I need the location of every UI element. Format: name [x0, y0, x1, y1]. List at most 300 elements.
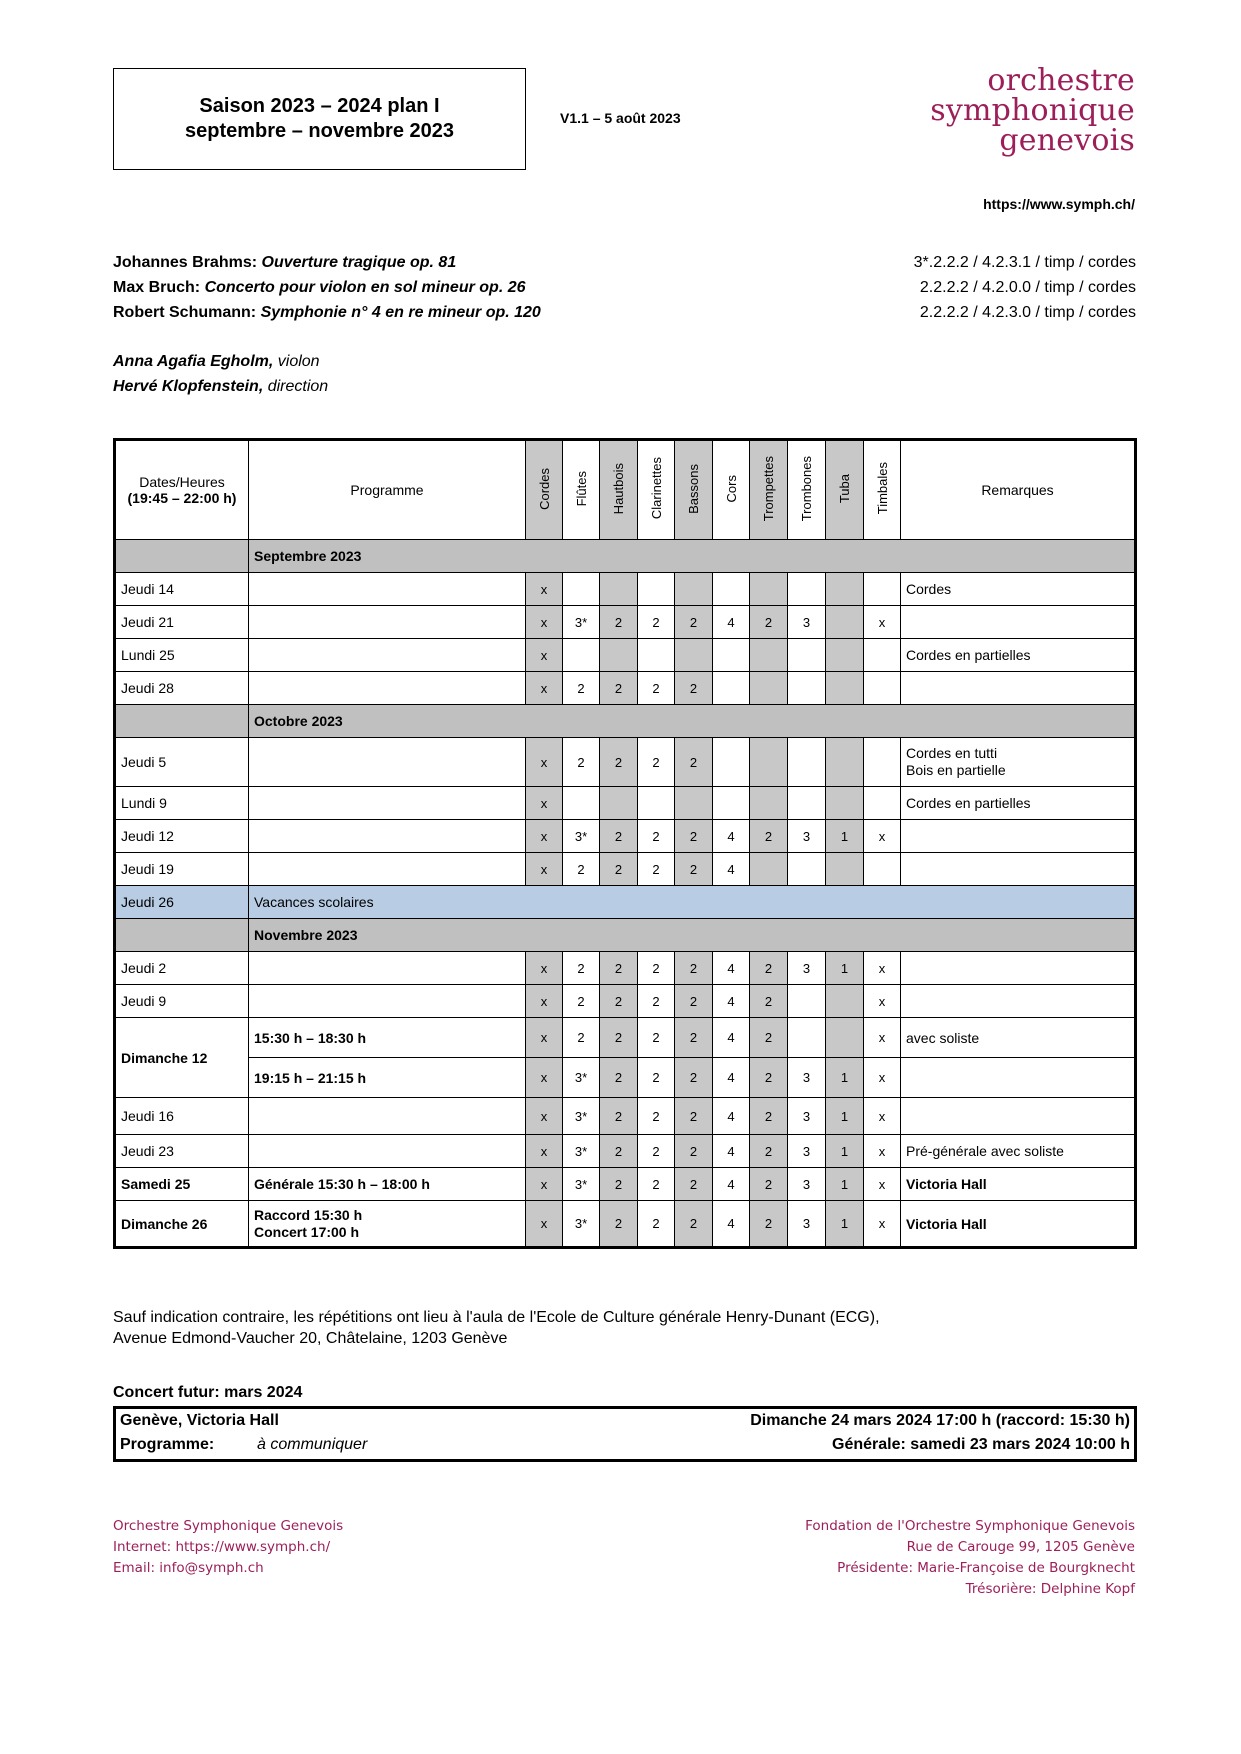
instrument-count: 2: [675, 952, 713, 985]
instrument-count: [826, 672, 864, 705]
logo-line: symphonique: [930, 93, 1135, 128]
instrument-count: [638, 787, 675, 820]
row-remarques: Pré-générale avec soliste: [901, 1135, 1136, 1168]
row-remarques: [901, 606, 1136, 639]
performer: [113, 349, 328, 374]
row-programme: [249, 573, 526, 606]
instrument-count: 4: [713, 1168, 750, 1201]
future-programme-label: Programme:: [120, 1436, 215, 1453]
instrument-count: [713, 738, 750, 787]
future-programme-value: à communiquer: [257, 1436, 368, 1453]
version-label: V1.1 – 5 août 2023: [560, 110, 681, 126]
instrument-count: 2: [638, 1018, 675, 1058]
instrument-count: 2: [600, 1201, 638, 1248]
performer: [113, 374, 328, 399]
instrument-count: 2: [675, 1135, 713, 1168]
instrument-count: x: [526, 820, 563, 853]
instrument-count: x: [526, 1135, 563, 1168]
footer-line: Orchestre Symphonique Genevois: [113, 1518, 344, 1534]
instrument-count: 2: [600, 738, 638, 787]
row-date: Jeudi 26: [115, 886, 249, 919]
future-generale: Générale: samedi 23 mars 2024 10:00 h: [832, 1436, 1130, 1453]
row-programme: [249, 952, 526, 985]
instrument-count: [563, 639, 600, 672]
instrument-count: x: [864, 1135, 901, 1168]
instrument-count: x: [864, 1058, 901, 1098]
row-remarques: Cordes en partielles: [901, 639, 1136, 672]
instrument-label: Hautbois: [611, 462, 626, 515]
work-composer: Johannes Brahms:: [113, 254, 258, 271]
instrument-count: x: [526, 738, 563, 787]
instrument-count: x: [526, 1201, 563, 1248]
instrument-label: Flûtes: [573, 470, 589, 507]
instrument-count: 2: [638, 1058, 675, 1098]
instrument-count: 3*: [563, 820, 600, 853]
instrument-count: 2: [563, 738, 600, 787]
instrument-label: Cors: [723, 474, 739, 503]
instrument-count: x: [526, 639, 563, 672]
work-title: Ouverture tragique op. 81: [261, 254, 457, 271]
instrument-count: x: [526, 985, 563, 1018]
instrument-count: 2: [675, 1098, 713, 1135]
future-line: [120, 1409, 1130, 1433]
instrument-count: 3*: [563, 1098, 600, 1135]
instrument-count: 2: [675, 1018, 713, 1058]
row-date: Samedi 25: [115, 1168, 249, 1201]
work-item: [113, 300, 1136, 325]
row-remarques: [901, 985, 1136, 1018]
instrument-count: [675, 639, 713, 672]
instrument-count: 3*: [563, 1135, 600, 1168]
instrument-count: 2: [675, 1168, 713, 1201]
instrument-count: x: [864, 606, 901, 639]
instrument-count: [750, 853, 788, 886]
instrument-count: [600, 787, 638, 820]
instrument-count: x: [864, 1018, 901, 1058]
performer-name: Hervé Klopfenstein,: [113, 378, 264, 395]
row-date: Jeudi 14: [115, 573, 249, 606]
col-dates-label: Dates/Heures: [139, 474, 225, 490]
instrument-count: 4: [713, 1098, 750, 1135]
instrument-count: 3*: [563, 1058, 600, 1098]
instrument-count: 3: [788, 1135, 826, 1168]
instrument-count: [826, 573, 864, 606]
row-date: Jeudi 16: [115, 1098, 249, 1135]
instrument-count: 3: [788, 1168, 826, 1201]
col-instrument: [826, 440, 864, 540]
instrument-count: x: [864, 1168, 901, 1201]
row-date: Jeudi 21: [115, 606, 249, 639]
instrument-count: 2: [675, 820, 713, 853]
month-label: Septembre 2023: [249, 540, 1136, 573]
col-instrument: [675, 440, 713, 540]
instrument-label: Bassons: [686, 463, 701, 514]
instrument-count: 2: [750, 1135, 788, 1168]
instrument-count: [788, 573, 826, 606]
instrument-count: 2: [638, 738, 675, 787]
instrument-count: 4: [713, 1201, 750, 1248]
instrument-count: [600, 573, 638, 606]
row-programme: [249, 787, 526, 820]
instrument-count: 2: [638, 985, 675, 1018]
venue-note-line: Avenue Edmond-Vaucher 20, Châtelaine, 1203 Genève: [113, 1330, 508, 1347]
instrument-count: [826, 787, 864, 820]
row-remarques: [901, 853, 1136, 886]
table-row: [115, 738, 1136, 787]
footer-line[interactable]: Email: info@symph.ch: [113, 1560, 264, 1576]
instrument-count: 2: [638, 1201, 675, 1248]
instrument-count: 2: [675, 985, 713, 1018]
instrument-count: 2: [675, 1201, 713, 1248]
instrument-count: 4: [713, 1018, 750, 1058]
instrument-count: x: [864, 1201, 901, 1248]
instrument-count: [788, 672, 826, 705]
footer-foundation: [805, 1516, 1135, 1600]
row-programme: [249, 1201, 526, 1248]
work-scoring: 2.2.2.2 / 4.2.3.0 / timp / cordes: [919, 304, 1136, 321]
col-programme: Programme: [249, 440, 526, 540]
col-instrument: [600, 440, 638, 540]
col-instrument: [788, 440, 826, 540]
instrument-count: 1: [826, 952, 864, 985]
instrument-count: 2: [600, 952, 638, 985]
instrument-count: [713, 672, 750, 705]
work-scoring: 3*.2.2.2 / 4.2.3.1 / timp / cordes: [913, 254, 1136, 271]
instrument-count: 2: [563, 985, 600, 1018]
work-title: Concerto pour violon en sol mineur op. 26: [204, 279, 526, 296]
instrument-count: 4: [713, 985, 750, 1018]
row-programme: [249, 738, 526, 787]
row-date: Dimanche 12: [115, 1018, 249, 1098]
instrument-count: [750, 639, 788, 672]
instrument-count: 3: [788, 606, 826, 639]
season-period: septembre – novembre 2023: [184, 120, 455, 142]
instrument-count: x: [864, 952, 901, 985]
row-date: Jeudi 23: [115, 1135, 249, 1168]
works-list: [113, 250, 1136, 325]
table-row: [115, 952, 1136, 985]
row-programme: [249, 820, 526, 853]
instrument-count: 3*: [563, 606, 600, 639]
instrument-count: x: [526, 787, 563, 820]
instrument-count: x: [526, 573, 563, 606]
row-remarques: Cordes: [901, 573, 1136, 606]
row-date: Jeudi 28: [115, 672, 249, 705]
instrument-label: Cordes: [536, 467, 552, 510]
row-date: Dimanche 26: [115, 1201, 249, 1248]
table-row: [115, 573, 1136, 606]
month-label: Octobre 2023: [249, 705, 1136, 738]
instrument-count: 1: [826, 820, 864, 853]
instrument-count: 2: [600, 1058, 638, 1098]
row-remarques: Cordes en partielles: [901, 787, 1136, 820]
month-row: [115, 919, 1136, 952]
instrument-count: 2: [563, 672, 600, 705]
instrument-count: 4: [713, 952, 750, 985]
footer-line: Fondation de l'Orchestre Symphonique Genevois: [805, 1518, 1135, 1534]
table-row: [115, 787, 1136, 820]
instrument-count: x: [526, 1168, 563, 1201]
instrument-count: [864, 639, 901, 672]
instrument-count: 2: [638, 853, 675, 886]
row-remarques: [901, 952, 1136, 985]
instrument-count: 2: [638, 1168, 675, 1201]
instrument-label: Timbales: [874, 462, 890, 515]
future-date: Dimanche 24 mars 2024 17:00 h (raccord: 15:30 h): [750, 1412, 1130, 1429]
work-item: [113, 250, 1136, 275]
row-date: Jeudi 12: [115, 820, 249, 853]
rehearsal-schedule-table: [113, 438, 1137, 1249]
row-programme: [249, 1135, 526, 1168]
row-programme: [249, 672, 526, 705]
instrument-count: 2: [675, 853, 713, 886]
instrument-count: [788, 639, 826, 672]
table-row: [115, 1098, 1136, 1135]
col-instrument: [713, 440, 750, 540]
table-row: [115, 1135, 1136, 1168]
month-row: [115, 705, 1136, 738]
instrument-count: [826, 985, 864, 1018]
table-header-row: [115, 440, 1136, 540]
instrument-count: 4: [713, 1135, 750, 1168]
instrument-count: [713, 639, 750, 672]
instrument-count: 2: [638, 1098, 675, 1135]
instrument-label: Trompettes: [761, 455, 776, 522]
instrument-count: [826, 606, 864, 639]
instrument-count: [713, 573, 750, 606]
osg-logo: [930, 63, 1135, 158]
performers: [113, 349, 328, 399]
instrument-count: 3: [788, 1098, 826, 1135]
instrument-label: Clarinettes: [648, 457, 664, 520]
instrument-count: 2: [750, 1098, 788, 1135]
footer-line: Rue de Carouge 99, 1205 Genève: [906, 1539, 1135, 1555]
instrument-count: 3: [788, 1058, 826, 1098]
instrument-count: [864, 787, 901, 820]
instrument-count: x: [526, 672, 563, 705]
work-scoring: 2.2.2.2 / 4.2.0.0 / timp / cordes: [919, 279, 1136, 296]
instrument-count: 2: [750, 820, 788, 853]
performer-role: direction: [267, 378, 329, 395]
instrument-count: [864, 738, 901, 787]
table-row: [115, 886, 1136, 919]
row-date: Jeudi 5: [115, 738, 249, 787]
row-programme: [249, 1098, 526, 1135]
instrument-count: [826, 738, 864, 787]
row-remarques: [901, 738, 1136, 787]
col-dates-hours: (19:45 – 22:00 h): [127, 490, 237, 506]
instrument-count: x: [526, 606, 563, 639]
instrument-count: x: [526, 1018, 563, 1058]
instrument-count: [675, 573, 713, 606]
instrument-count: 4: [713, 820, 750, 853]
instrument-count: 2: [600, 672, 638, 705]
month-row: [115, 540, 1136, 573]
table-row: [115, 1201, 1136, 1248]
instrument-count: 2: [750, 1201, 788, 1248]
row-remark-line: Cordes en tutti: [906, 745, 998, 761]
table-row: [115, 1058, 1136, 1098]
instrument-count: 2: [600, 1098, 638, 1135]
col-remarques: Remarques: [901, 440, 1136, 540]
row-remarques: [901, 672, 1136, 705]
instrument-count: [826, 1018, 864, 1058]
future-line: [120, 1433, 1130, 1457]
work-composer: Max Bruch:: [113, 279, 201, 296]
instrument-count: 2: [750, 952, 788, 985]
instrument-count: [675, 787, 713, 820]
footer-line: Trésorière: Delphine Kopf: [965, 1581, 1135, 1597]
future-venue: Genève, Victoria Hall: [120, 1412, 279, 1429]
instrument-count: [788, 853, 826, 886]
instrument-count: 1: [826, 1201, 864, 1248]
table-row: [115, 820, 1136, 853]
row-programme: 19:15 h – 21:15 h: [249, 1058, 526, 1098]
instrument-count: [750, 573, 788, 606]
instrument-count: 2: [675, 672, 713, 705]
instrument-count: 3: [788, 820, 826, 853]
row-programme: Vacances scolaires: [249, 886, 1136, 919]
instrument-count: 2: [600, 820, 638, 853]
instrument-count: [563, 573, 600, 606]
row-date: Jeudi 9: [115, 985, 249, 1018]
instrument-count: 3*: [563, 1201, 600, 1248]
row-remarques: avec soliste: [901, 1018, 1136, 1058]
work-title: Symphonie n° 4 en re mineur op. 120: [260, 304, 541, 321]
work-composer: Robert Schumann:: [113, 304, 257, 321]
instrument-count: x: [526, 952, 563, 985]
logo-line: genevois: [999, 123, 1135, 158]
row-remarques: [901, 1058, 1136, 1098]
instrument-count: 2: [675, 606, 713, 639]
instrument-count: 2: [563, 853, 600, 886]
col-instrument: [638, 440, 675, 540]
instrument-count: 2: [638, 952, 675, 985]
venue-note-line: Sauf indication contraire, les répétitions ont lieu à l'aula de l'Ecole de Culture générale Henry-Dunant (ECG),: [113, 1309, 880, 1326]
instrument-count: x: [864, 985, 901, 1018]
col-instrument: [750, 440, 788, 540]
instrument-count: [826, 639, 864, 672]
instrument-count: 2: [600, 606, 638, 639]
instrument-count: 1: [826, 1135, 864, 1168]
instrument-count: 1: [826, 1058, 864, 1098]
instrument-count: 2: [638, 606, 675, 639]
instrument-count: [713, 787, 750, 820]
row-remarques: Victoria Hall: [901, 1201, 1136, 1248]
instrument-count: x: [864, 1098, 901, 1135]
instrument-count: [788, 1018, 826, 1058]
instrument-count: 2: [750, 1168, 788, 1201]
footer-contact: [113, 1516, 343, 1579]
col-instrument: [563, 440, 600, 540]
row-programme: Générale 15:30 h – 18:00 h: [249, 1168, 526, 1201]
col-dates: [115, 440, 249, 540]
row-date: Lundi 25: [115, 639, 249, 672]
instrument-count: 2: [675, 1058, 713, 1098]
instrument-count: 2: [750, 606, 788, 639]
row-programme: 15:30 h – 18:30 h: [249, 1018, 526, 1058]
instrument-count: 3*: [563, 1168, 600, 1201]
instrument-label: Trombones: [799, 455, 814, 522]
instrument-count: [864, 672, 901, 705]
instrument-count: 1: [826, 1168, 864, 1201]
instrument-count: [750, 787, 788, 820]
instrument-count: 2: [600, 985, 638, 1018]
row-programme: [249, 985, 526, 1018]
instrument-count: [750, 738, 788, 787]
instrument-count: 4: [713, 1058, 750, 1098]
table-row: [115, 639, 1136, 672]
instrument-count: 3: [788, 952, 826, 985]
instrument-count: 2: [600, 1018, 638, 1058]
instrument-count: [750, 672, 788, 705]
row-programme: [249, 606, 526, 639]
work-item: [113, 275, 1136, 300]
website-url[interactable]: https://www.symph.ch/: [983, 196, 1135, 212]
future-concert-title: Concert futur: mars 2024: [113, 1384, 303, 1401]
logo-line: orchestre: [987, 63, 1135, 98]
instrument-count: x: [526, 1058, 563, 1098]
row-remarques: [901, 1098, 1136, 1135]
row-programme: [249, 853, 526, 886]
row-remarques: Victoria Hall: [901, 1168, 1136, 1201]
performer-role: violon: [277, 353, 320, 370]
row-programme-line: Concert 17:00 h: [254, 1223, 360, 1240]
instrument-count: 2: [638, 820, 675, 853]
row-remarques: [901, 820, 1136, 853]
instrument-count: [788, 787, 826, 820]
row-date: Jeudi 19: [115, 853, 249, 886]
instrument-count: x: [864, 820, 901, 853]
instrument-count: 2: [563, 1018, 600, 1058]
table-row: [115, 985, 1136, 1018]
instrument-count: 1: [826, 1098, 864, 1135]
footer-line[interactable]: Internet: https://www.symph.ch/: [113, 1539, 331, 1555]
instrument-count: 2: [750, 1058, 788, 1098]
performer-name: Anna Agafia Egholm,: [113, 353, 274, 370]
col-instrument: [526, 440, 563, 540]
instrument-count: [826, 853, 864, 886]
table-row: [115, 1018, 1136, 1058]
col-instrument: [864, 440, 901, 540]
season-title: Saison 2023 – 2024 plan I: [199, 95, 440, 117]
instrument-count: 2: [750, 985, 788, 1018]
instrument-count: 2: [675, 738, 713, 787]
venue-note: [113, 1307, 880, 1349]
instrument-count: [563, 787, 600, 820]
row-programme-line: Raccord 15:30 h: [254, 1206, 363, 1223]
instrument-count: 2: [750, 1018, 788, 1058]
instrument-count: 2: [600, 1168, 638, 1201]
instrument-count: [638, 639, 675, 672]
instrument-count: x: [526, 1098, 563, 1135]
instrument-count: 4: [713, 853, 750, 886]
table-row: [115, 606, 1136, 639]
instrument-count: 2: [600, 1135, 638, 1168]
instrument-count: [638, 573, 675, 606]
instrument-count: [864, 853, 901, 886]
instrument-count: 2: [600, 853, 638, 886]
table-row: [115, 672, 1136, 705]
row-remark-line: Bois en partielle: [906, 762, 1006, 778]
row-date: Jeudi 2: [115, 952, 249, 985]
instrument-count: [600, 639, 638, 672]
row-date: Lundi 9: [115, 787, 249, 820]
month-label: Novembre 2023: [249, 919, 1136, 952]
season-title-box: [113, 68, 526, 170]
row-programme: [249, 639, 526, 672]
instrument-count: 2: [638, 672, 675, 705]
